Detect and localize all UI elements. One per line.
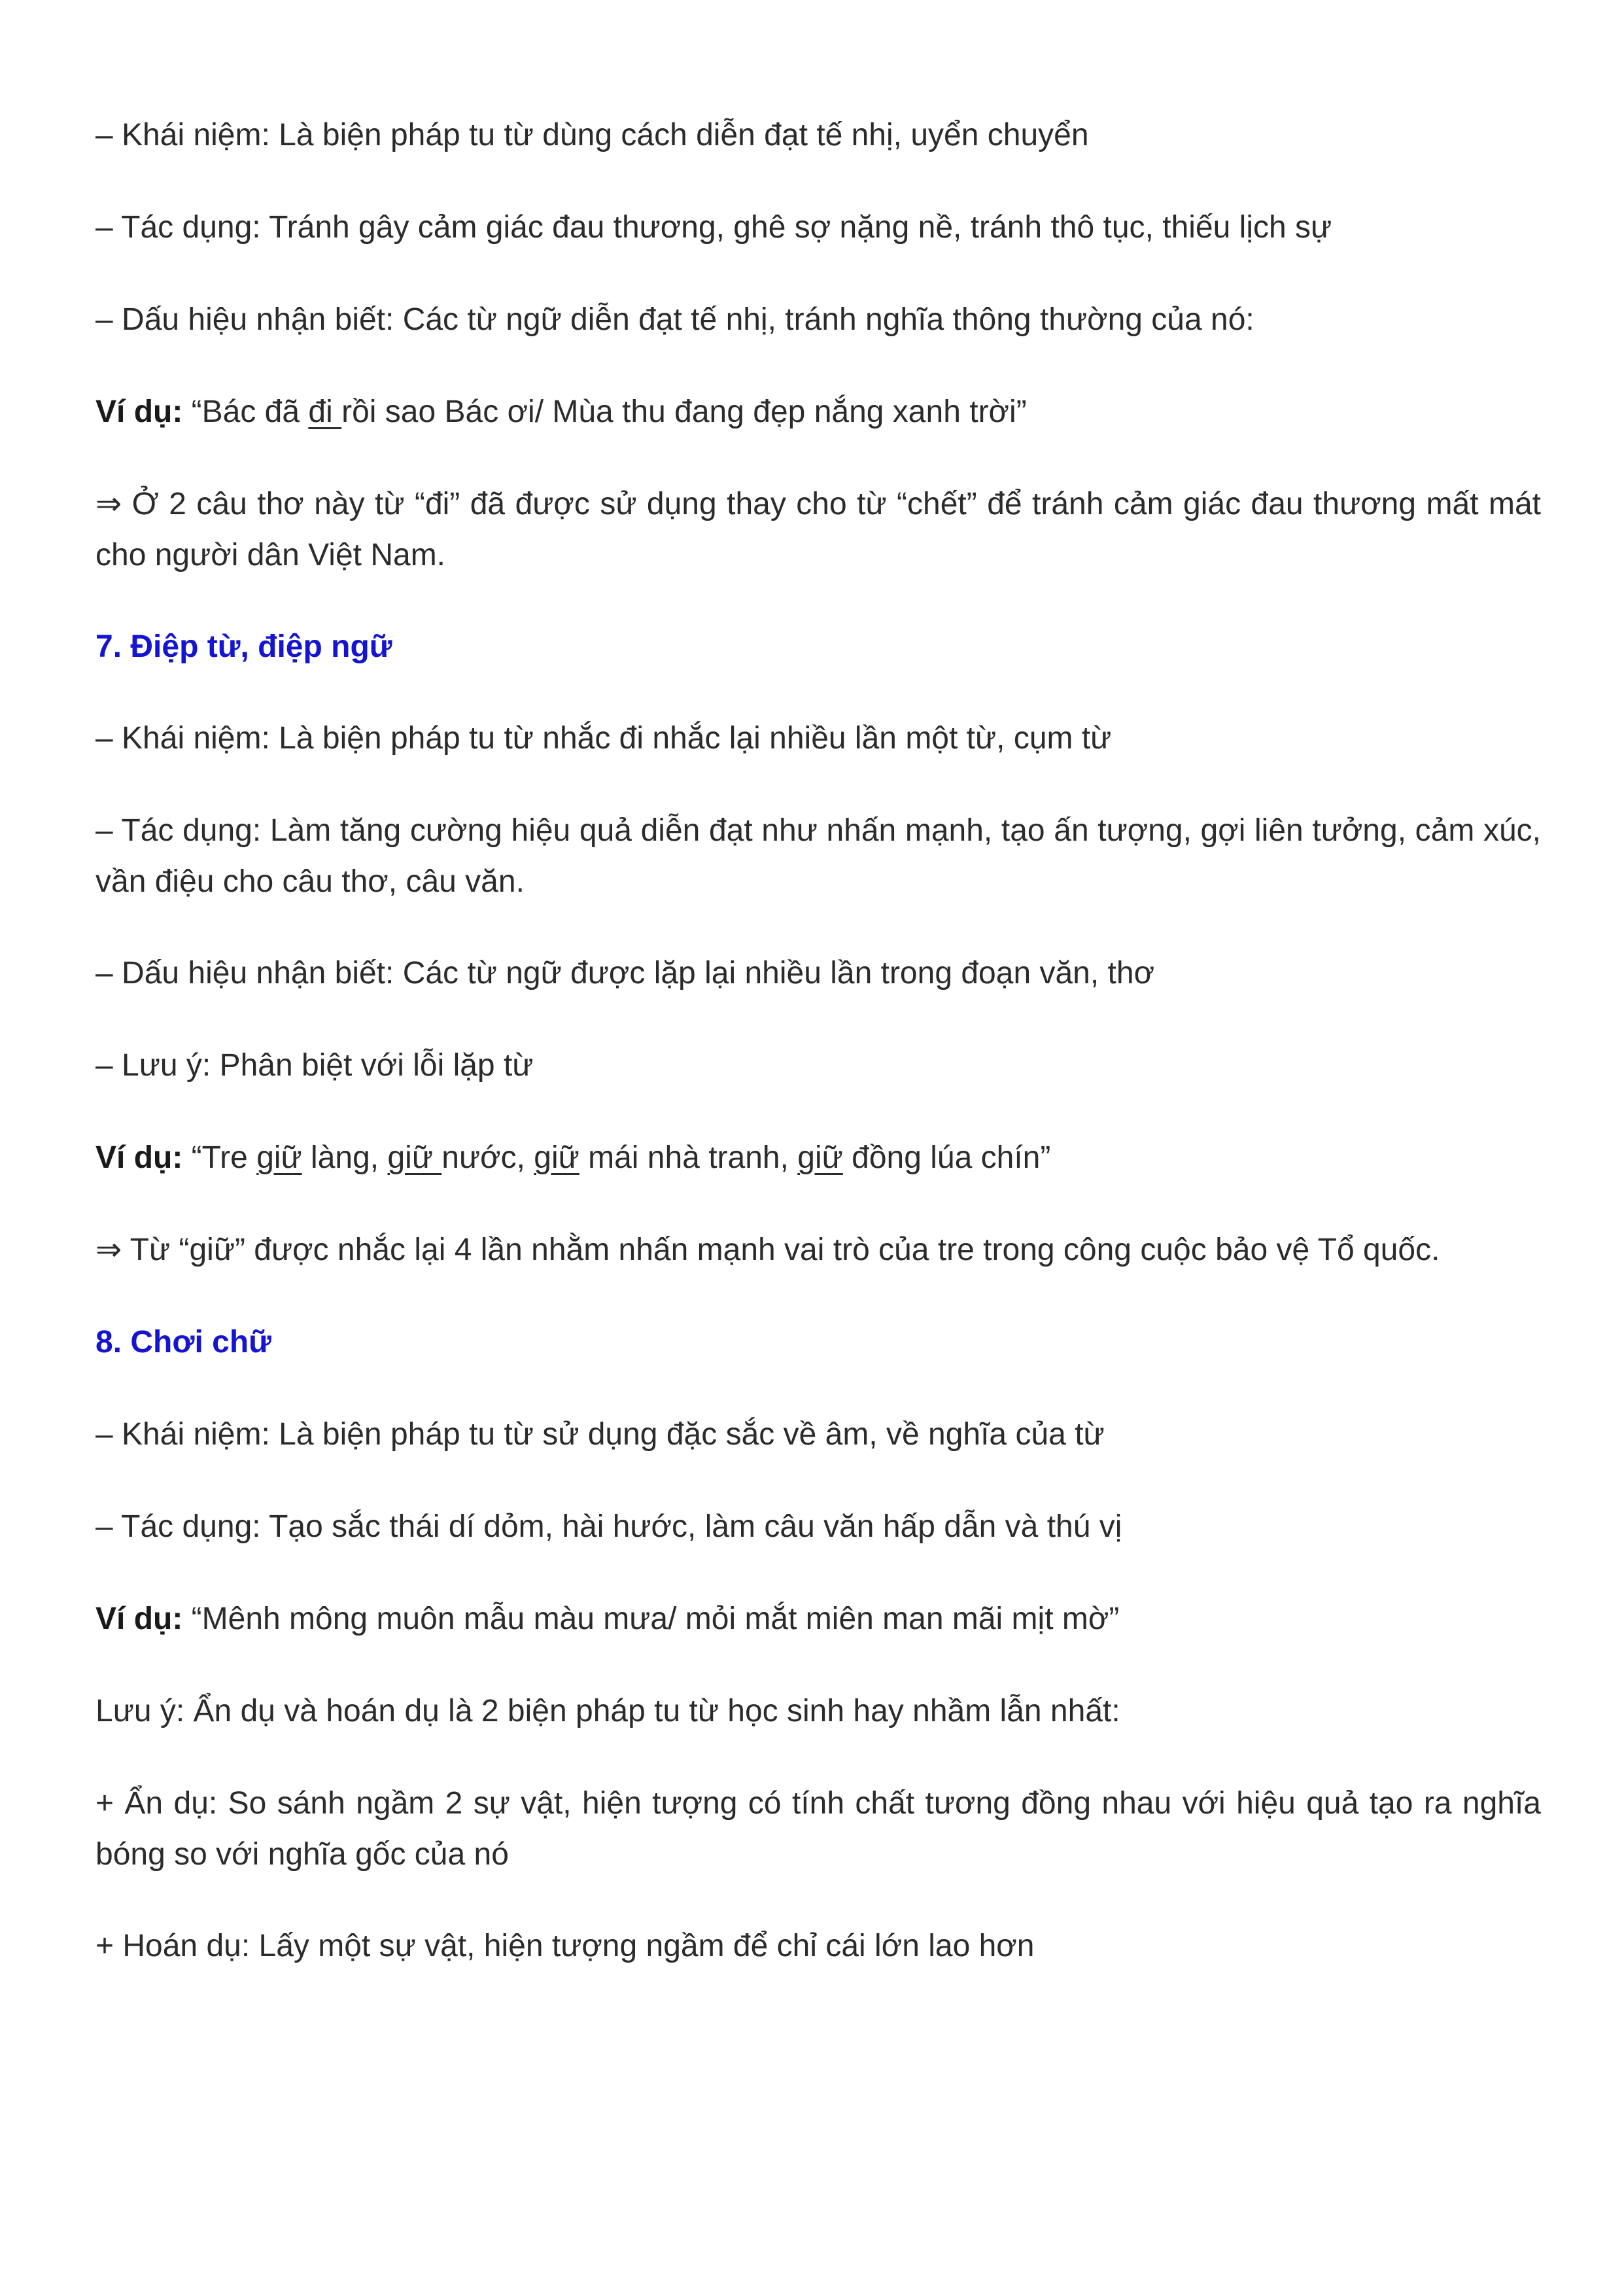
example-label: Ví dụ: xyxy=(95,1140,183,1175)
example-underlined-word: giữ xyxy=(534,1140,579,1175)
heading-choi-chu: 8. Chơi chữ xyxy=(95,1325,271,1359)
example-label: Ví dụ: xyxy=(95,394,183,429)
choi-chu-khai-niem: – Khái niệm: Là biện pháp tu từ sử dụng đặc sắc về âm, về nghĩa của từ xyxy=(95,1417,1105,1452)
example-underlined-word: giữ xyxy=(387,1140,442,1175)
luu-y-hoan-du: + Hoán dụ: Lấy một sự vật, hiện tượng ngầm để chỉ cái lớn lao hơn xyxy=(95,1929,1035,1963)
example-text: rồi sao Bác ơi/ Mùa thu đang đẹp nắng xanh trời” xyxy=(341,394,1027,429)
choi-chu-tac-dung: – Tác dụng: Tạo sắc thái dí dỏm, hài hước, làm câu văn hấp dẫn và thú vị xyxy=(95,1509,1122,1544)
diep-tu-dau-hieu: – Dấu hiệu nhận biết: Các từ ngữ được lặp lại nhiều lần trong đoạn văn, thơ xyxy=(95,956,1155,990)
diep-tu-vi-du xyxy=(95,1132,1541,1183)
uyen-ngu-khai-niem: – Khái niệm: Là biện pháp tu từ dùng cách diễn đạt tế nhị, uyển chuyển xyxy=(95,118,1089,152)
document-page xyxy=(95,110,1541,1972)
example-text: “Bác đã xyxy=(182,394,309,429)
heading-diep-tu: 7. Điệp từ, điệp ngữ xyxy=(95,629,392,664)
diep-tu-luu-y: – Lưu ý: Phân biệt với lỗi lặp từ xyxy=(95,1048,534,1083)
luu-y-an-du: + Ẩn dụ: So sánh ngầm 2 sự vật, hiện tượng có tính chất tương đồng nhau với hiệu quả tạo ra nghĩa bóng so với nghĩa gốc của nó xyxy=(95,1786,1541,1872)
example-label: Ví dụ: xyxy=(95,1602,183,1636)
choi-chu-vi-du xyxy=(95,1594,1541,1645)
uyen-ngu-dau-hieu: – Dấu hiệu nhận biết: Các từ ngữ diễn đạt tế nhị, tránh nghĩa thông thường của nó: xyxy=(95,302,1254,337)
diep-tu-tac-dung: – Tác dụng: Làm tăng cường hiệu quả diễn đạt như nhấn mạnh, tạo ấn tượng, gợi liên tưởng, cảm xúc, vần điệu cho câu thơ, câu văn. xyxy=(95,813,1541,899)
example-text: “Tre xyxy=(182,1140,257,1175)
example-underlined-word: giữ xyxy=(797,1140,843,1175)
example-text: “Mênh mông muôn mẫu màu mưa/ mỏi mắt miên man mãi mịt mờ” xyxy=(182,1602,1120,1636)
uyen-ngu-tac-dung: – Tác dụng: Tránh gây cảm giác đau thương, ghê sợ nặng nề, tránh thô tục, thiếu lịch sự xyxy=(95,210,1332,245)
example-text: mái nhà tranh, xyxy=(579,1140,798,1175)
example-text: làng, xyxy=(302,1140,388,1175)
uyen-ngu-vi-du xyxy=(95,387,1541,438)
example-text: nước, xyxy=(441,1140,534,1175)
diep-tu-ket-luan: ⇒ Từ “giữ” được nhắc lại 4 lần nhằm nhấn mạnh vai trò của tre trong công cuộc bảo vệ Tổ quốc. xyxy=(95,1233,1440,1267)
luu-y-intro: Lưu ý: Ẩn dụ và hoán dụ là 2 biện pháp tu từ học sinh hay nhầm lẫn nhất: xyxy=(95,1694,1120,1728)
example-text: đồng lúa chín” xyxy=(842,1140,1051,1175)
example-underlined-word: giữ xyxy=(256,1140,302,1175)
diep-tu-khai-niem: – Khái niệm: Là biện pháp tu từ nhắc đi nhắc lại nhiều lần một từ, cụm từ xyxy=(95,721,1112,756)
uyen-ngu-ket-luan: ⇒ Ở 2 câu thơ này từ “đi” đã được sử dụng thay cho từ “chết” để tránh cảm giác đau thương mất mát cho người dân Việt Nam. xyxy=(95,487,1541,572)
example-underlined-word: đi xyxy=(308,394,342,429)
